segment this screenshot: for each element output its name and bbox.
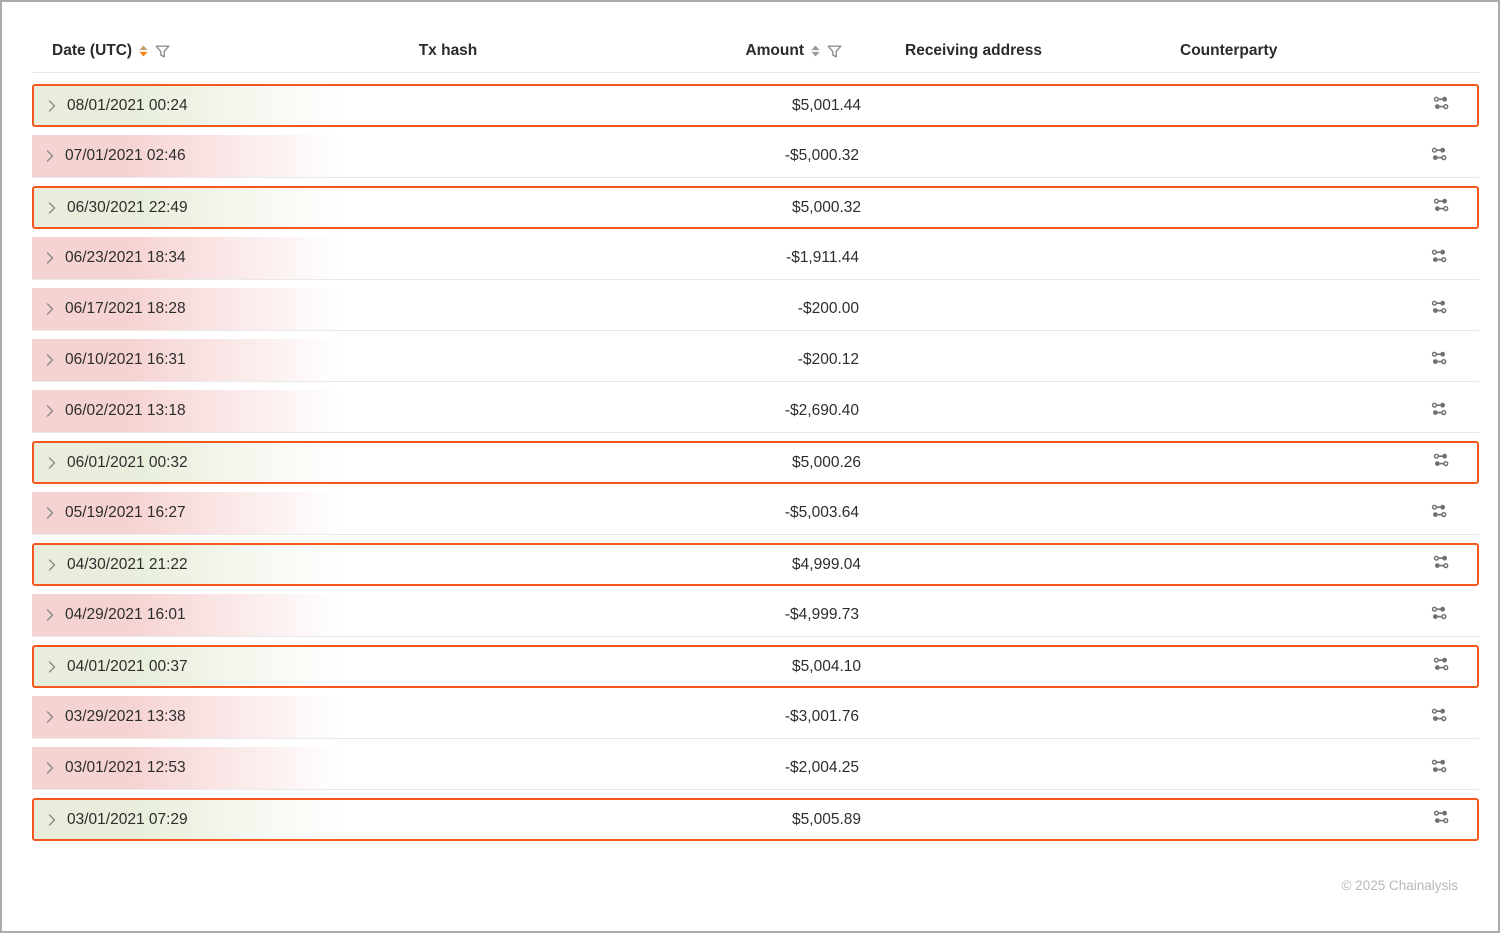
transaction-row[interactable] xyxy=(32,594,1479,637)
transaction-row[interactable] xyxy=(32,288,1479,331)
chevron-right-icon[interactable] xyxy=(46,354,54,366)
chevron-right-icon[interactable] xyxy=(46,303,54,315)
transaction-amount: $5,005.89 xyxy=(792,810,861,828)
transaction-amount: -$5,000.32 xyxy=(784,147,859,164)
transaction-amount: -$2,690.40 xyxy=(784,402,859,419)
chevron-right-icon[interactable] xyxy=(46,609,54,621)
transfer-graph-icon xyxy=(1428,143,1450,170)
transaction-amount: -$4,999.73 xyxy=(784,606,859,623)
column-label-tx-hash: Tx hash xyxy=(418,42,478,59)
transfer-graph-button[interactable] xyxy=(1422,594,1456,636)
date-cell xyxy=(48,188,188,227)
transfer-graph-icon xyxy=(1428,245,1450,272)
chevron-right-icon[interactable] xyxy=(48,661,56,673)
transaction-amount: $4,999.04 xyxy=(792,555,861,573)
column-header-amount xyxy=(542,42,842,60)
chevron-right-icon[interactable] xyxy=(46,507,54,519)
transaction-date: 04/30/2021 21:22 xyxy=(67,555,188,573)
column-label-amount: Amount xyxy=(745,42,804,59)
transfer-graph-icon xyxy=(1428,500,1450,527)
transaction-row[interactable] xyxy=(32,798,1479,841)
transaction-date: 08/01/2021 00:24 xyxy=(67,96,188,114)
transfer-graph-button[interactable] xyxy=(1424,188,1458,227)
transaction-date: 07/01/2021 02:46 xyxy=(65,147,186,164)
transaction-amount: -$5,003.64 xyxy=(784,504,859,521)
chevron-right-icon[interactable] xyxy=(46,762,54,774)
date-cell xyxy=(46,288,186,330)
date-cell xyxy=(48,443,188,482)
transfer-graph-button[interactable] xyxy=(1424,647,1458,686)
chevron-right-icon[interactable] xyxy=(46,150,54,162)
date-cell xyxy=(46,696,186,738)
transaction-row[interactable] xyxy=(32,492,1479,535)
transaction-row[interactable] xyxy=(32,696,1479,739)
date-cell xyxy=(46,135,186,177)
transaction-amount: $5,000.32 xyxy=(792,198,861,216)
date-sort-icon[interactable] xyxy=(138,44,149,58)
transfer-graph-button[interactable] xyxy=(1422,696,1456,738)
transfer-graph-button[interactable] xyxy=(1424,86,1458,125)
transfer-graph-button[interactable] xyxy=(1422,492,1456,534)
column-header-receiving-address xyxy=(905,42,1042,60)
date-cell xyxy=(46,747,186,789)
transaction-date: 06/01/2021 00:32 xyxy=(67,453,188,471)
transfer-graph-icon xyxy=(1430,653,1452,680)
date-cell xyxy=(48,800,188,839)
amount-sort-icon[interactable] xyxy=(810,44,821,58)
transfer-graph-button[interactable] xyxy=(1422,747,1456,789)
transaction-date: 03/29/2021 13:38 xyxy=(65,708,186,725)
amount-filter-icon[interactable] xyxy=(827,44,842,59)
transaction-date: 06/10/2021 16:31 xyxy=(65,351,186,368)
column-label-counterparty: Counterparty xyxy=(1180,42,1278,59)
table-header xyxy=(32,2,1479,73)
transfer-graph-button[interactable] xyxy=(1422,135,1456,177)
transaction-date: 06/30/2021 22:49 xyxy=(67,198,188,216)
column-header-tx-hash xyxy=(348,42,548,60)
date-cell xyxy=(48,545,188,584)
transfer-graph-icon xyxy=(1428,347,1450,374)
transfer-graph-icon xyxy=(1428,296,1450,323)
chevron-right-icon[interactable] xyxy=(48,202,56,214)
chevron-right-icon[interactable] xyxy=(48,457,56,469)
transaction-date: 06/17/2021 18:28 xyxy=(65,300,186,317)
transaction-amount: $5,001.44 xyxy=(792,96,861,114)
transfer-graph-button[interactable] xyxy=(1422,237,1456,279)
transaction-row[interactable] xyxy=(32,441,1479,484)
date-cell xyxy=(46,237,186,279)
transfer-graph-button[interactable] xyxy=(1424,443,1458,482)
transaction-date: 06/23/2021 18:34 xyxy=(65,249,186,266)
transaction-amount: -$1,911.44 xyxy=(786,249,859,266)
transaction-date: 06/02/2021 13:18 xyxy=(65,402,186,419)
date-cell xyxy=(48,647,188,686)
transaction-row[interactable] xyxy=(32,747,1479,790)
transaction-row[interactable] xyxy=(32,135,1479,178)
transfer-graph-icon xyxy=(1428,398,1450,425)
transaction-amount: $5,000.26 xyxy=(792,453,861,471)
transaction-row[interactable] xyxy=(32,186,1479,229)
transaction-date: 03/01/2021 07:29 xyxy=(67,810,188,828)
column-label-date: Date (UTC) xyxy=(52,42,133,59)
transaction-row[interactable] xyxy=(32,645,1479,688)
date-cell xyxy=(48,86,188,125)
transfer-graph-icon xyxy=(1428,704,1450,731)
column-label-receiving-address: Receiving address xyxy=(905,42,1042,59)
transaction-amount: -$2,004.25 xyxy=(784,759,859,776)
transfer-graph-button[interactable] xyxy=(1424,545,1458,584)
transfer-graph-icon xyxy=(1430,92,1452,119)
transaction-date: 05/19/2021 16:27 xyxy=(65,504,186,521)
transaction-amount: -$200.00 xyxy=(797,300,859,317)
transfer-graph-icon xyxy=(1430,449,1452,476)
transaction-date: 03/01/2021 12:53 xyxy=(65,759,186,776)
transaction-row[interactable] xyxy=(32,543,1479,586)
chevron-right-icon[interactable] xyxy=(48,559,56,571)
date-cell xyxy=(46,339,186,381)
transfer-graph-icon xyxy=(1428,755,1450,782)
date-filter-icon[interactable] xyxy=(155,44,170,59)
transaction-row[interactable] xyxy=(32,237,1479,280)
transfer-graph-button[interactable] xyxy=(1424,800,1458,839)
transfer-graph-icon xyxy=(1430,194,1452,221)
chevron-right-icon[interactable] xyxy=(46,405,54,417)
transaction-amount: -$200.12 xyxy=(797,351,859,368)
chevron-right-icon[interactable] xyxy=(48,814,56,826)
transaction-rows xyxy=(32,84,1479,841)
transaction-row[interactable] xyxy=(32,339,1479,382)
transaction-row[interactable] xyxy=(32,390,1479,433)
date-cell xyxy=(46,492,186,534)
chevron-right-icon[interactable] xyxy=(46,711,54,723)
chevron-right-icon[interactable] xyxy=(46,252,54,264)
column-header-counterparty xyxy=(1180,42,1277,60)
copyright-text: © 2025 Chainalysis xyxy=(1341,878,1458,893)
date-cell xyxy=(46,390,186,432)
transaction-date: 04/29/2021 16:01 xyxy=(65,606,186,623)
transfer-graph-button[interactable] xyxy=(1422,288,1456,330)
date-cell xyxy=(46,594,186,636)
transactions-table xyxy=(32,2,1479,849)
transaction-row[interactable] xyxy=(32,84,1479,127)
column-header-date xyxy=(52,42,170,60)
transfer-graph-button[interactable] xyxy=(1422,339,1456,381)
transaction-amount: -$3,001.76 xyxy=(784,708,859,725)
transaction-amount: $5,004.10 xyxy=(792,657,861,675)
transfer-graph-icon xyxy=(1428,602,1450,629)
transfer-graph-icon xyxy=(1430,551,1452,578)
transfer-graph-button[interactable] xyxy=(1422,390,1456,432)
transfer-graph-icon xyxy=(1430,806,1452,833)
chevron-right-icon[interactable] xyxy=(48,100,56,112)
transaction-date: 04/01/2021 00:37 xyxy=(67,657,188,675)
